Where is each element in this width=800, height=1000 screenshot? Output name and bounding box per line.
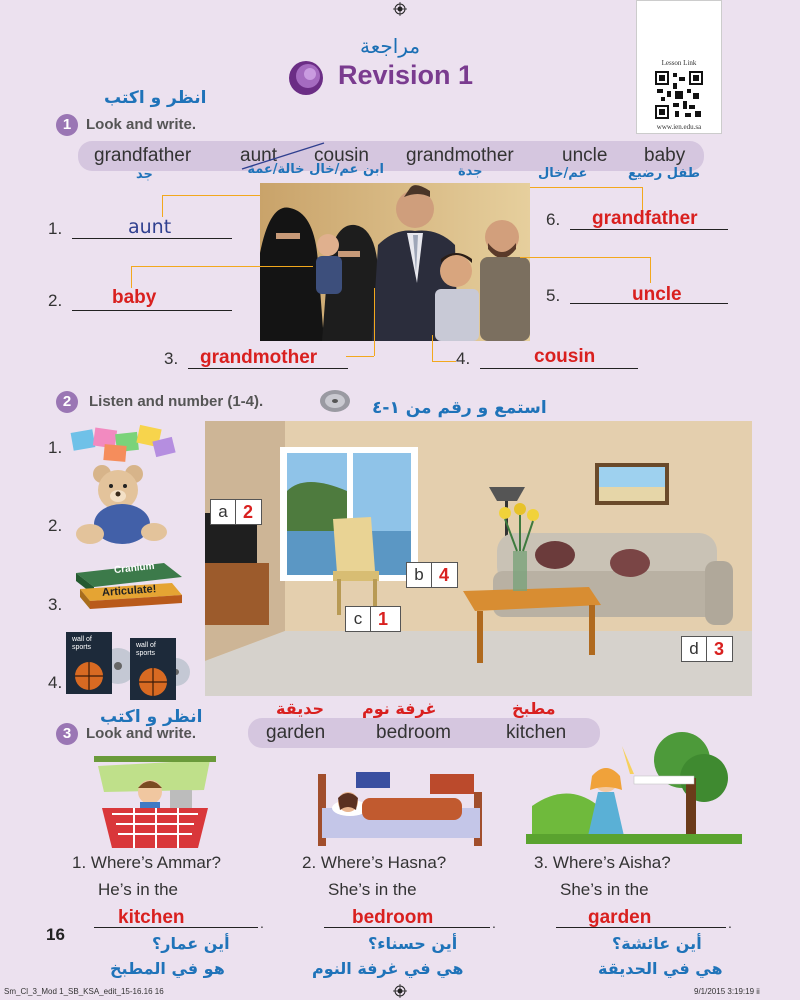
arabic-question-2: أين حسناء؟	[368, 934, 458, 953]
bedroom-girl-picture	[310, 768, 492, 852]
answer-kitchen: kitchen	[118, 907, 185, 928]
word-bank-item: baby	[644, 145, 686, 166]
connector-line	[162, 195, 260, 196]
item-number: 4.	[456, 349, 471, 368]
section1-arabic-instruction: انظر و اكتب	[104, 88, 207, 108]
word-bank-item: garden	[266, 722, 326, 743]
registration-mark-icon	[393, 984, 407, 998]
section3-arabic-instruction: انظر و اكتب	[100, 707, 203, 727]
section3-number-badge: 3	[56, 723, 78, 745]
label-answer: 2	[242, 502, 253, 522]
answer-bedroom: bedroom	[352, 907, 434, 928]
arabic-gloss: جدة	[458, 164, 483, 179]
arabic-gloss: جد	[136, 167, 153, 182]
connector-line	[650, 257, 651, 283]
label-letter: b	[407, 563, 432, 587]
section2-number-badge: 2	[56, 391, 78, 413]
board-game-boxes-icon	[76, 553, 184, 611]
game-box-label: Articulate!	[101, 583, 157, 599]
arabic-gloss: ابن عم/خال خالة/عمة	[247, 162, 384, 177]
registration-mark-icon	[393, 2, 407, 16]
item-number: 6.	[546, 210, 561, 229]
item-number: 1.	[48, 219, 63, 238]
answer-line[interactable]	[72, 238, 232, 239]
arabic-answer-2: هي في غرفة النوم	[312, 959, 464, 978]
page-number: 16	[46, 925, 65, 944]
qr-code-icon[interactable]	[655, 71, 703, 119]
item-number: 5.	[546, 286, 561, 305]
arabic-page-title: مراجعة	[360, 34, 421, 58]
label-answer: 3	[713, 639, 724, 659]
page-title: Revision 1	[338, 60, 474, 90]
label-answer: 4	[438, 565, 449, 585]
item-number: 2.	[48, 516, 63, 535]
connector-line	[520, 257, 650, 258]
item-number: 3.	[48, 595, 63, 614]
answer-cousin: cousin	[534, 346, 596, 367]
answer-garden: garden	[588, 907, 652, 928]
room-label-b	[406, 562, 458, 588]
answer-aunt: aunt	[128, 216, 172, 238]
word-bank-item: grandmother	[406, 145, 514, 166]
qr-label: Lesson Link	[661, 59, 697, 67]
sports-dvds	[62, 630, 190, 702]
word-bank-item: aunt	[240, 145, 277, 166]
answer-grandmother: grandmother	[200, 347, 318, 368]
jigsaw-puzzle-icon	[68, 423, 178, 463]
section1-number-badge: 1	[56, 114, 78, 136]
connector-line	[530, 187, 642, 188]
word-bank-item: bedroom	[376, 722, 451, 743]
arabic-gloss: غرفة نوم	[362, 699, 437, 718]
arabic-gloss: مطبخ	[512, 699, 556, 718]
arabic-answer-3: هي في الحديقة	[598, 959, 723, 978]
connector-line	[432, 335, 433, 361]
section2-instruction: Listen and number (1-4).	[89, 393, 264, 410]
kitchen-boy-picture	[94, 752, 216, 848]
period: .	[260, 915, 264, 931]
word-bank-item: uncle	[562, 145, 608, 166]
word-bank-item: kitchen	[506, 722, 567, 743]
answer-stem-1: He’s in the	[98, 880, 179, 899]
connector-line	[131, 266, 132, 288]
word-bank-item: grandfather	[94, 145, 192, 166]
answer-line[interactable]	[72, 310, 232, 311]
period: .	[492, 915, 496, 931]
section2-arabic-instruction: استمع و رقم من ١-٤	[372, 398, 547, 418]
dvd-label: wall of sports	[72, 636, 92, 651]
word-bank-item: cousin	[314, 145, 369, 166]
board-games-stack	[76, 553, 184, 611]
room-label-d	[681, 636, 733, 662]
room-label-a	[210, 499, 262, 525]
room-label-c	[345, 606, 401, 632]
garden-girl-picture	[526, 726, 742, 844]
print-timestamp: 9/1/2015 3:19:19 ii	[694, 987, 760, 996]
item-number: 4.	[48, 673, 63, 692]
dvd-label: wall of sports	[136, 642, 156, 657]
question-3: 3. Where’s Aisha?	[534, 853, 671, 872]
living-room-picture	[205, 421, 752, 696]
label-letter: a	[211, 500, 236, 524]
label-letter: c	[346, 607, 371, 631]
connector-line	[432, 361, 456, 362]
period: .	[728, 915, 732, 931]
connector-line	[131, 266, 313, 267]
answer-stem-3: She’s in the	[560, 880, 649, 899]
section3-instruction: Look and write.	[86, 725, 197, 742]
section1-word-bank	[78, 141, 704, 171]
question-2: 2. Where’s Hasna?	[302, 853, 447, 872]
revision-badge-icon	[288, 60, 324, 96]
question-1: 1. Where’s Ammar?	[72, 853, 221, 872]
arabic-question-3: أين عائشة؟	[612, 934, 702, 953]
game-box-label: Cranium	[113, 560, 156, 577]
answer-uncle: uncle	[632, 284, 682, 305]
lesson-link-qr-panel[interactable]	[636, 0, 722, 134]
arabic-answer-1: هو في المطبخ	[110, 959, 225, 978]
item-number: 2.	[48, 291, 63, 310]
file-info: Sm_Cl_3_Mod 1_SB_KSA_edit_15-16.16 16	[4, 987, 164, 996]
connector-line	[346, 356, 374, 357]
section1-instruction: Look and write.	[86, 116, 197, 133]
connector-line	[162, 195, 163, 217]
item-number: 1.	[48, 438, 63, 457]
answer-baby: baby	[112, 287, 157, 308]
connector-line	[374, 288, 375, 356]
answer-stem-2: She’s in the	[328, 880, 417, 899]
arabic-gloss: عم/خال	[538, 166, 588, 181]
arabic-gloss: حديقة	[276, 699, 324, 718]
label-letter: d	[682, 637, 707, 661]
answer-line[interactable]	[480, 368, 638, 369]
qr-url: www.ien.edu.sa	[656, 123, 702, 131]
arabic-gloss: طفل رضيع	[628, 166, 700, 181]
teddy-bear-icon	[72, 462, 168, 548]
audio-cd-icon[interactable]	[318, 388, 352, 414]
item-number: 3.	[164, 349, 179, 368]
family-photo	[260, 183, 530, 341]
answer-grandfather: grandfather	[592, 208, 698, 229]
label-answer: 1	[377, 609, 388, 629]
arabic-question-1: أين عمار؟	[152, 934, 230, 953]
